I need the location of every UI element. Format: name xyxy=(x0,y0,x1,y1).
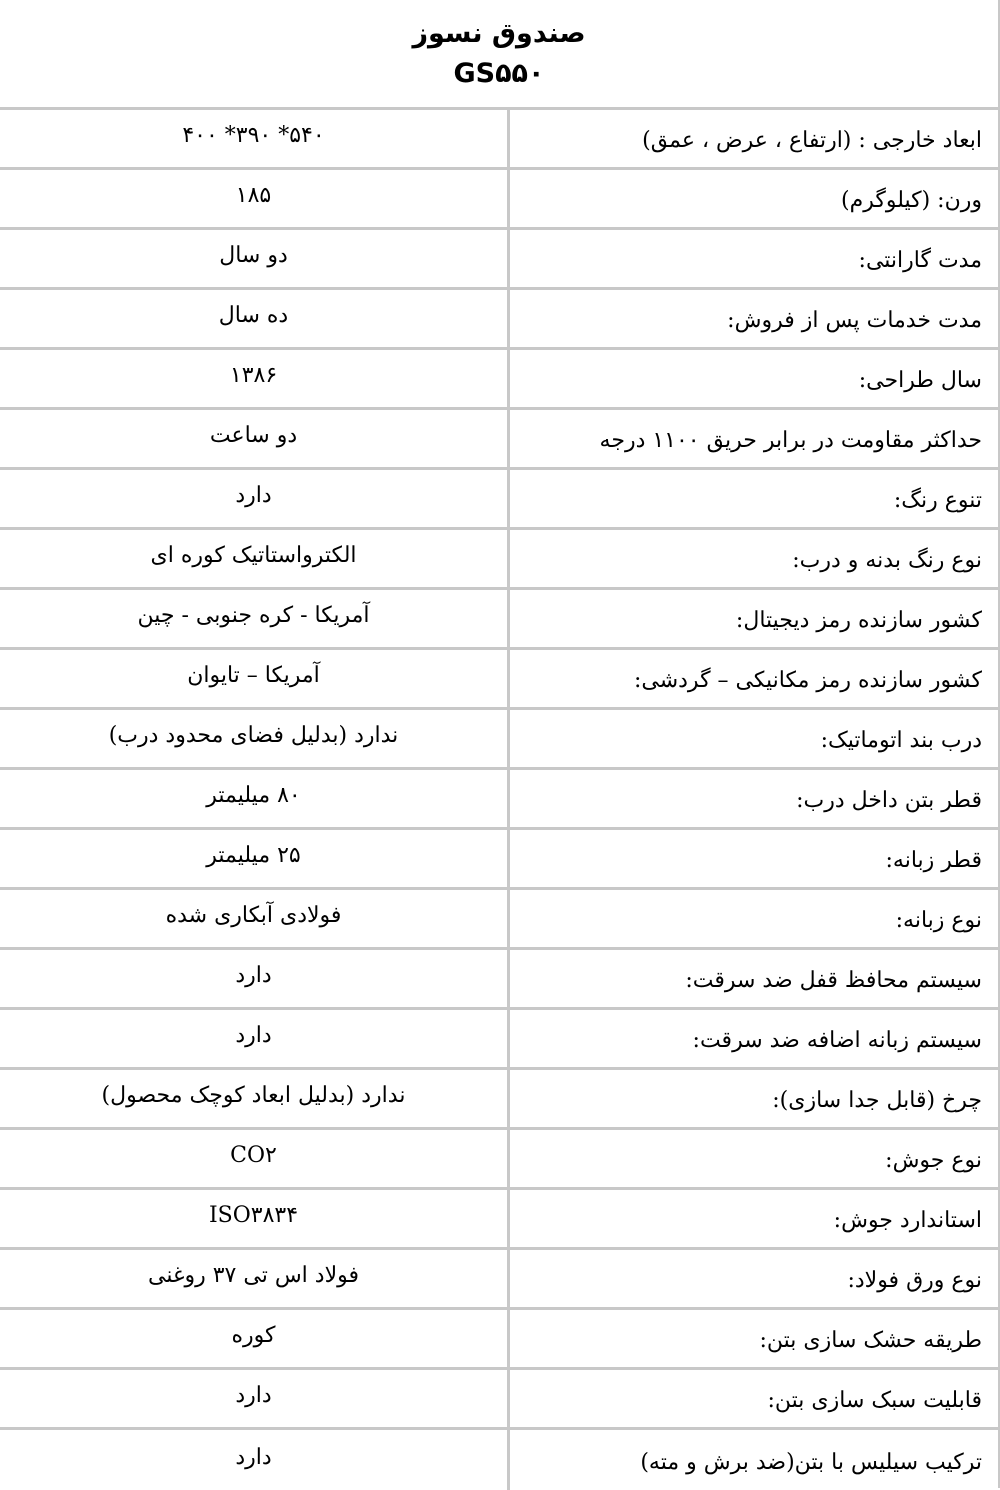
table-row xyxy=(0,590,998,650)
table-row xyxy=(0,470,998,530)
table-row xyxy=(0,410,998,470)
spec-value: فولاد اس تی ۳۷ روغنی xyxy=(0,1250,510,1307)
spec-value: دارد xyxy=(0,1430,510,1490)
spec-label: حداکثر مقاومت در برابر حریق ۱۱۰۰ درجه xyxy=(599,428,982,453)
spec-label: قطر زبانه: xyxy=(885,848,982,873)
spec-label: قابلیت سبک سازی بتن: xyxy=(767,1388,982,1413)
spec-label: نوع ورق فولاد: xyxy=(847,1268,982,1293)
spec-label: طریقه حشک سازی بتن: xyxy=(759,1328,982,1353)
spec-value: ده سال xyxy=(0,290,510,347)
spec-value: ۱۸۵ xyxy=(0,170,510,227)
spec-label: ابعاد خارجی : (ارتفاع ، عرض ، عمق) xyxy=(642,128,982,153)
spec-label: کشور سازنده رمز دیجیتال: xyxy=(735,608,982,633)
page-title: صندوق نسوز xyxy=(412,17,586,49)
table-row xyxy=(0,1430,998,1490)
spec-value: دو ساعت xyxy=(0,410,510,467)
table-row xyxy=(0,110,998,170)
table-row xyxy=(0,1370,998,1430)
table-row xyxy=(0,530,998,590)
spec-value: الکترواستاتیک کوره ای xyxy=(0,530,510,587)
spec-label: نوع زبانه: xyxy=(895,908,982,933)
spec-label: نوع رنگ بدنه و درب: xyxy=(792,548,982,573)
spec-value: آمریکا – تایوان xyxy=(0,650,510,707)
table-row xyxy=(0,1130,998,1190)
spec-value: ISO۳۸۳۴ xyxy=(0,1190,510,1247)
spec-value: آمریکا - کره جنوبی - چین xyxy=(0,590,510,647)
table-row xyxy=(0,1250,998,1310)
spec-value: دارد xyxy=(0,950,510,1007)
table-row xyxy=(0,1190,998,1250)
spec-label: چرخ (قابل جدا سازی): xyxy=(772,1088,982,1113)
spec-label: تنوع رنگ: xyxy=(893,488,982,513)
spec-label: سیستم محافظ قفل ضد سرقت: xyxy=(685,968,982,993)
table-row xyxy=(0,710,998,770)
spec-label: ترکیب سیلیس با بتن(ضد برش و مته) xyxy=(640,1449,982,1475)
table-row xyxy=(0,290,998,350)
spec-label: سیستم زبانه اضافه ضد سرقت: xyxy=(692,1028,982,1053)
spec-value: دارد xyxy=(0,1010,510,1067)
spec-value: فولادی آبکاری شده xyxy=(0,890,510,947)
spec-label: نوع جوش: xyxy=(885,1148,982,1173)
table-row xyxy=(0,170,998,230)
spec-label: ورن: (کیلوگرم) xyxy=(841,188,982,213)
table-row xyxy=(0,1010,998,1070)
spec-value: کوره xyxy=(0,1310,510,1367)
spec-value: CO۲ xyxy=(0,1130,510,1187)
spec-label: استاندارد جوش: xyxy=(833,1208,982,1233)
spec-label: سال طراحی: xyxy=(858,368,982,393)
spec-value: دارد xyxy=(0,470,510,527)
spec-value: ندارد (بدلیل ابعاد کوچک محصول) xyxy=(0,1070,510,1127)
spec-label: کشور سازنده رمز مکانیکی – گردشی: xyxy=(633,668,982,693)
spec-label: مدت گارانتی: xyxy=(858,248,982,273)
table-row xyxy=(0,950,998,1010)
spec-value: دو سال xyxy=(0,230,510,287)
spec-value: ۱۳۸۶ xyxy=(0,350,510,407)
table-row xyxy=(0,890,998,950)
header xyxy=(0,0,998,110)
table-row xyxy=(0,1070,998,1130)
spec-label: مدت خدمات پس از فروش: xyxy=(727,308,982,333)
spec-value: ۸۰ میلیمتر xyxy=(0,770,510,827)
table-row xyxy=(0,230,998,290)
table-row xyxy=(0,830,998,890)
spec-label: قطر بتن داخل درب: xyxy=(796,788,982,813)
spec-value: ۲۵ میلیمتر xyxy=(0,830,510,887)
spec-value: ندارد (بدلیل فضای محدود درب) xyxy=(0,710,510,767)
model-code: GS۵۵۰ xyxy=(453,57,545,89)
table-row xyxy=(0,350,998,410)
table-row xyxy=(0,770,998,830)
spec-label: درب بند اتوماتیک: xyxy=(820,728,982,753)
table-row xyxy=(0,650,998,710)
spec-table xyxy=(0,110,998,1490)
spec-value: دارد xyxy=(0,1370,510,1427)
table-row xyxy=(0,1310,998,1370)
spec-value: ۵۴۰* ۳۹۰* ۴۰۰ xyxy=(0,110,510,167)
